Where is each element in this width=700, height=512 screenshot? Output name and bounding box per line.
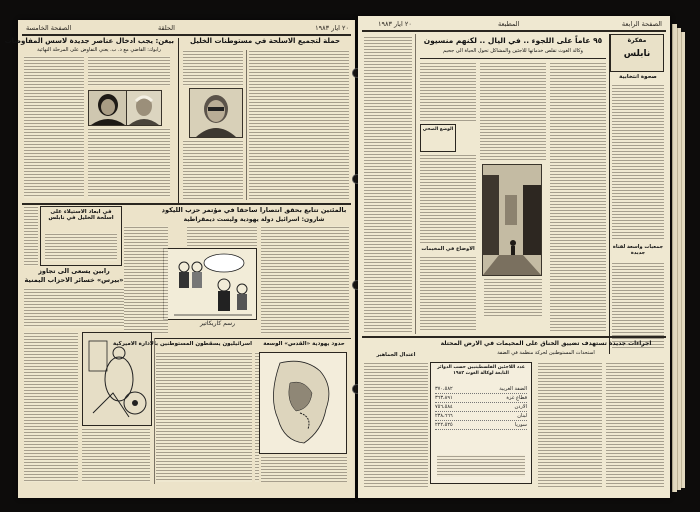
masthead-rule xyxy=(22,34,351,36)
article-text xyxy=(261,456,347,482)
table-row-label: سوريا xyxy=(514,422,527,428)
subheadline-begin: رابوك: القاضي مع د. ب. يعني التفاوض على المرحلة النهائية xyxy=(37,47,161,53)
article-text xyxy=(82,428,150,482)
table-body xyxy=(435,385,527,430)
article-text xyxy=(24,288,124,328)
section-rule xyxy=(154,338,351,339)
table-row-label: الاردن xyxy=(514,404,527,410)
headline-us-admin: اسرائيليون يسقطون المستوطنين بالادارة الاميركية xyxy=(112,341,252,347)
article-text xyxy=(88,128,170,198)
column-divider xyxy=(415,34,416,334)
section-rule xyxy=(22,203,351,205)
article-text xyxy=(420,154,476,244)
camp-street-photo xyxy=(482,164,542,276)
map-drawing xyxy=(260,353,346,453)
table-row-value: ٢٢٢،٥٢٥ xyxy=(435,422,453,428)
headline-likud: بالمئتين تتابع بحقق انتصارا ساحقا في مؤتمر حزب الليكود xyxy=(161,206,347,214)
headline-weapons-hebron: حملة لتجميع الاسلحة في مستوطنات الخليل xyxy=(189,37,341,45)
article-text xyxy=(45,233,117,261)
headline-measures: اجراءات جديدة تستهدف تضييق الخناق على المخيمات في الارض المحتلة xyxy=(440,340,652,347)
map-panel xyxy=(259,352,347,454)
left-page-label: الصفحة الخامسة xyxy=(26,24,72,32)
column-logo-box xyxy=(610,34,664,72)
column-divider xyxy=(178,38,179,204)
article-text xyxy=(261,226,349,334)
article-text xyxy=(484,278,542,318)
section-rule xyxy=(362,336,666,338)
table-row xyxy=(435,385,527,394)
headline-jerusalem: حدود يهودية «القدس» الوسعة xyxy=(263,341,345,347)
subheadline-refugees: وكالة الغوث تقلص خدماتها للاجئين والمشاكل تحول الحياة الى جحيم xyxy=(443,48,583,54)
headline-associations: جمعيات واسعة لفتاة جديدة xyxy=(612,244,664,256)
sidebar-box xyxy=(420,124,456,152)
table-row xyxy=(435,394,527,403)
article-text xyxy=(550,62,606,332)
headline-camps: الاوضاع في المخيمات xyxy=(421,246,475,252)
portrait-photo xyxy=(88,90,128,126)
camp-street-scene xyxy=(483,165,541,275)
article-text xyxy=(606,362,664,488)
article-text xyxy=(612,84,664,240)
article-text xyxy=(364,362,428,488)
portrait-photo xyxy=(189,88,243,138)
column-logo-label: مفكرة xyxy=(627,37,647,44)
column-divider xyxy=(154,338,155,484)
article-text xyxy=(24,206,38,266)
boxed-article xyxy=(40,206,122,266)
right-page-section: المطبعة xyxy=(498,20,520,28)
subheadline-sharon: شارون: اسرائيل دولة يهودية وليست ديمقراطية xyxy=(183,216,325,223)
masthead-rule xyxy=(362,30,666,32)
article-text xyxy=(480,62,546,160)
left-page xyxy=(4,20,355,498)
table-row-label: لبنان xyxy=(517,413,527,419)
page-edge xyxy=(681,32,685,488)
table-row-value: ٣٧٠،٥٨٢ xyxy=(435,386,453,392)
refugee-table xyxy=(430,362,532,484)
left-page-date: ٢٠ ايار ١٩٨٣ xyxy=(315,24,349,32)
article-text xyxy=(156,352,252,482)
table-title: عدد اللاجئين الفلسطينيين حسب الدوائر التابعة لوكالة الغوث ١٩٨٢ xyxy=(437,365,525,376)
headline-refugees: ٩٥ عاماً على اللجوء .. في اليال .. لكنهم منسيون xyxy=(423,36,603,45)
right-page-date: ٢٠ ايار ١٩٨٣ xyxy=(378,20,412,28)
table-row xyxy=(435,403,527,412)
article-text xyxy=(24,56,84,198)
left-page-section: الحلقة xyxy=(158,24,175,32)
portrait-figure xyxy=(190,89,242,137)
article-text xyxy=(420,256,476,332)
article-text xyxy=(24,332,78,482)
headline-nablus-weapons: في ابعاد الاستيلاء على اسلحة الخليل في نابلس xyxy=(48,209,114,221)
table-row-value: ٧٥٦،٥٨٤ xyxy=(435,404,453,410)
portrait-figure xyxy=(127,91,161,125)
article-text xyxy=(88,56,170,86)
section-rule xyxy=(420,58,606,59)
subheadline-settlers: استحداث المستوطنين لحركة منظمة في الضفة xyxy=(497,350,595,356)
column-divider xyxy=(246,50,247,200)
headline-masses: اعتدال الجماهير xyxy=(376,352,416,358)
headline-rabin: رابين يسعى الى تجاوز «بيرس» خسائر الاحزاب اليمنية xyxy=(24,267,124,284)
article-text xyxy=(187,226,257,248)
table-row-value: ٢٣٨،٦٦٦ xyxy=(435,413,453,419)
table-row xyxy=(435,412,527,421)
article-text xyxy=(538,362,602,488)
cartoon-drawing xyxy=(164,249,256,319)
portrait-figure xyxy=(89,91,127,125)
table-notes xyxy=(437,455,525,477)
table-row-value: ٣٦٣،٨٩١ xyxy=(435,395,453,401)
column-divider xyxy=(609,34,610,354)
article-text xyxy=(420,62,476,122)
table-row-label: الضفة الغربية xyxy=(499,386,527,392)
table-row xyxy=(435,421,527,430)
cartoon-panel xyxy=(163,248,257,320)
article-text xyxy=(249,50,349,200)
cartoon-caption: رسم كاريكاتير xyxy=(199,320,235,327)
article-text xyxy=(255,352,259,482)
sidebar-box-title: الوضع الصحي xyxy=(422,127,454,132)
right-page xyxy=(358,16,670,498)
article-text xyxy=(124,226,168,334)
article-text xyxy=(183,50,243,86)
article-text xyxy=(183,140,243,200)
right-page-label: الصفحة الرابعة xyxy=(621,20,662,28)
headline-begin: بيغن: يجب ادخال عناصر جديدة لاسس المفاوضات xyxy=(4,37,174,45)
headline-election: صحوة انتخابية xyxy=(619,74,657,80)
portrait-photo xyxy=(126,90,162,126)
article-text xyxy=(364,36,412,332)
table-row-label: قطاع غزة xyxy=(506,395,527,401)
column-logo-title: نابلس xyxy=(623,49,651,59)
